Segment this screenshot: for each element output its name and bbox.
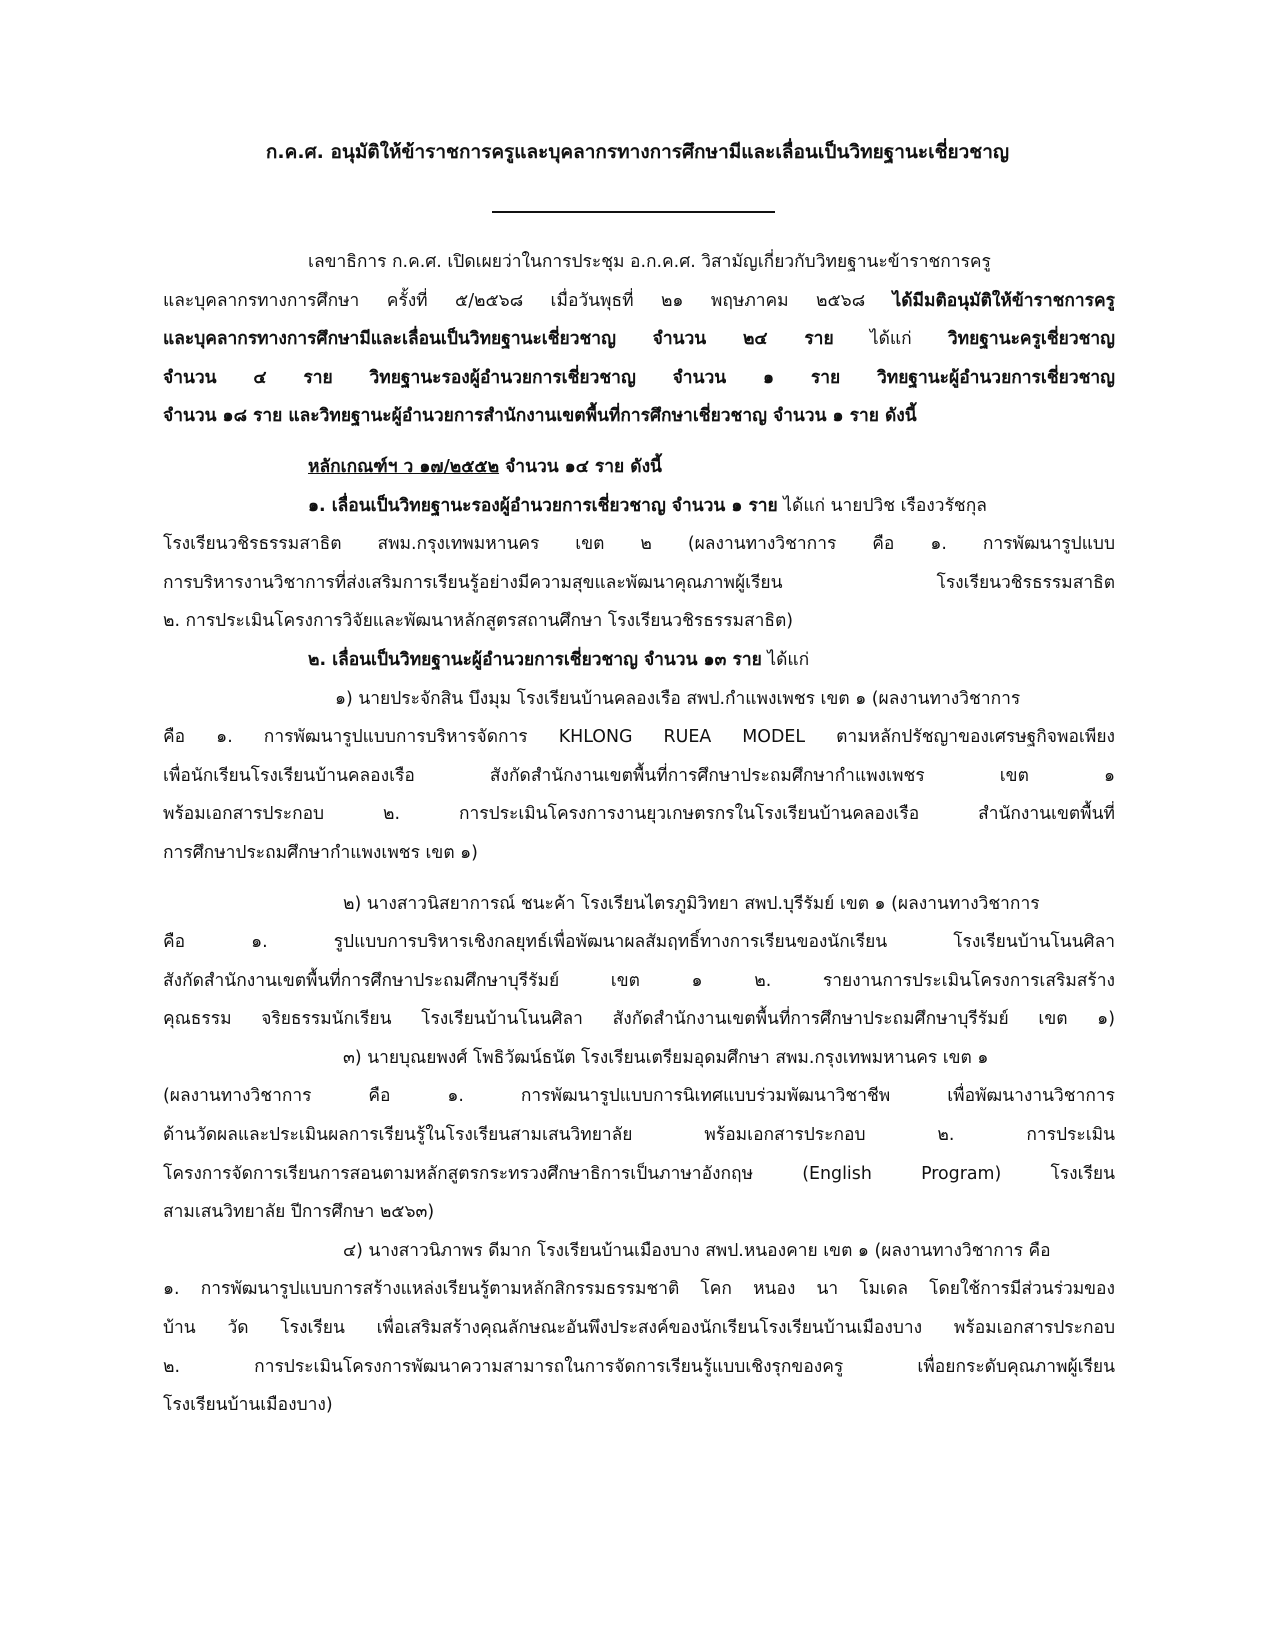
item-1-line-2: คือ ๑. การพัฒนารูปแบบการบริหารจัดการ KHLONG RUEA MODEL ตามหลักปรัชญาของเศรษฐกิจพอเพียง	[163, 727, 1115, 748]
criteria-heading-underlined: หลักเกณฑ์ฯ ว ๑๗/๒๕๕๒	[308, 456, 500, 477]
title-divider	[492, 211, 775, 213]
paragraph-gap	[163, 436, 1115, 448]
section-1-line-3: การบริหารงานวิชาการที่ส่งเสริมการเรียนรู้อย่างมีความสุขและพัฒนาคุณภาพผู้เรียน โรงเรียนวชิรธรรมสาธิต	[163, 572, 1115, 593]
item-4-line-2: ๑. การพัฒนารูปแบบการสร้างแหล่งเรียนรู้ตามหลักสิกรรมธรรมชาติ โคก หนอง นา โมเดล โดยใช้การมีส่วนร่วมของ	[163, 1279, 1115, 1300]
intro-line-3-bold-2: วิทยฐานะครูเชี่ยวชาญ	[947, 329, 1115, 350]
section-2-tail: ได้แก่	[761, 649, 810, 670]
intro-line-3	[163, 320, 1115, 359]
item-2-line-3: สังกัดสำนักงานเขตพื้นที่การศึกษาประถมศึกษาบุรีรัมย์ เขต ๑ ๒. รายงานการประเมินโครงการเสริมสร้าง	[163, 970, 1115, 991]
item-3-line-2: (ผลงานทางวิชาการ คือ ๑. การพัฒนารูปแบบการนิเทศแบบร่วมพัฒนาวิชาชีพ เพื่อพัฒนางานวิชาการ	[163, 1086, 1115, 1107]
item-3-line-4: โครงการจัดการเรียนการสอนตามหลักสูตรกระทรวงศึกษาธิการเป็นภาษาอังกฤษ (English Program) โรงเรียน	[163, 1163, 1115, 1184]
item-3-line-1: ๓) นายบุณยพงศ์ โพธิวัฒน์ธนัต โรงเรียนเตรียมอุดมศึกษา สพม.กรุงเทพมหานคร เขต ๑	[343, 1047, 989, 1068]
item-2-line-1: ๒) นางสาวนิสยาการณ์ ชนะค้า โรงเรียนไตรภูมิวิทยา สพป.บุรีรัมย์ เขต ๑ (ผลงานทางวิชาการ	[343, 893, 1040, 914]
intro-line-2-bold: ได้มีมติอนุมัติให้ข้าราชการครู	[892, 290, 1115, 311]
item-1-line-4: พร้อมเอกสารประกอบ ๒. การประเมินโครงการงานยุวเกษตรกรในโรงเรียนบ้านคลองเรือ สำนักงานเขตพื้นที่	[163, 804, 1115, 825]
item-3-line-5: สามเสนวิทยาลัย ปีการศึกษา ๒๕๖๓)	[163, 1202, 435, 1223]
item-4-line-1: ๔) นางสาวนิภาพร ดีมาก โรงเรียนบ้านเมืองบาง สพป.หนองคาย เขต ๑ (ผลงานทางวิชาการ คือ	[343, 1240, 1051, 1261]
section-1-name: ได้แก่ นายปวิช เรืองวรัชกุล	[777, 495, 987, 516]
intro-line-5: จำนวน ๑๘ ราย และวิทยฐานะผู้อำนวยการสำนักงานเขตพื้นที่การศึกษาเชี่ยวชาญ จำนวน ๑ ราย ดังนี้	[163, 406, 917, 427]
intro-line-2	[163, 282, 1115, 321]
section-1-line-2: โรงเรียนวชิรธรรมสาธิต สพม.กรุงเทพมหานคร เขต ๒ (ผลงานทางวิชาการ คือ ๑. การพัฒนารูปแบบ	[163, 534, 1115, 555]
section-1-title: ๑. เลื่อนเป็นวิทยฐานะรองผู้อำนวยการเชี่ยวชาญ จำนวน ๑ ราย	[308, 495, 778, 516]
item-4-line-3: บ้าน วัด โรงเรียน เพื่อเสริมสร้างคุณลักษณะอันพึงประสงค์ของนักเรียนโรงเรียนบ้านเมืองบาง พร้อมเอกสารประกอบ	[163, 1318, 1115, 1339]
intro-line-4: จำนวน ๔ ราย วิทยฐานะรองผู้อำนวยการเชี่ยวชาญ จำนวน ๑ ราย วิทยฐานะผู้อำนวยการเชี่ยวชาญ	[163, 367, 1115, 388]
paragraph-gap	[163, 873, 1115, 885]
criteria-heading	[163, 448, 1115, 487]
document-body	[163, 243, 1115, 1425]
item-2-line-4: คุณธรรม จริยธรรมนักเรียน โรงเรียนบ้านโนนศิลา สังกัดสำนักงานเขตพื้นที่การศึกษาประถมศึกษาบุรีรัมย์ เขต ๑)	[163, 1009, 1115, 1030]
intro-line-2-text: และบุคลากรทางการศึกษา ครั้งที่ ๕/๒๕๖๘ เมื่อวันพุธที่ ๒๑ พฤษภาคม ๒๕๖๘	[163, 290, 893, 311]
item-3-line-3: ด้านวัดผลและประเมินผลการเรียนรู้ในโรงเรียนสามเสนวิทยาลัย พร้อมเอกสารประกอบ ๒. การประเมิน	[163, 1125, 1115, 1146]
intro-line-1: เลขาธิการ ก.ค.ศ. เปิดเผยว่าในการประชุม อ.ก.ค.ศ. วิสามัญเกี่ยวกับวิทยฐานะข้าราชการครู	[308, 252, 991, 272]
section-2-heading	[163, 641, 1115, 680]
criteria-count: จำนวน ๑๔ ราย ดังนี้	[499, 456, 662, 477]
section-1-heading	[163, 487, 1115, 526]
item-1-line-1: ๑) นายประจักสิน บึงมุม โรงเรียนบ้านคลองเรือ สพป.กำแพงเพชร เขต ๑ (ผลงานทางวิชาการ	[335, 688, 1021, 709]
intro-line-3-text: ได้แก่	[833, 329, 948, 350]
section-1-line-4: ๒. การประเมินโครงการวิจัยและพัฒนาหลักสูตรสถานศึกษา โรงเรียนวชิรธรรมสาธิต)	[163, 611, 794, 632]
document-title: ก.ค.ศ. อนุมัติให้ข้าราชการครูและบุคลากรทางการศึกษามีและเลื่อนเป็นวิทยฐานะเชี่ยวชาญ	[265, 141, 1010, 163]
item-2-line-2: คือ ๑. รูปแบบการบริหารเชิงกลยุทธ์เพื่อพัฒนาผลสัมฤทธิ์ทางการเรียนของนักเรียน โรงเรียนบ้านโนนศิลา	[163, 932, 1115, 953]
intro-line-3-bold: และบุคลากรทางการศึกษามีและเลื่อนเป็นวิทยฐานะเชี่ยวชาญ จำนวน ๒๔ ราย	[163, 329, 834, 350]
section-2-title: ๒. เลื่อนเป็นวิทยฐานะผู้อำนวยการเชี่ยวชาญ จำนวน ๑๓ ราย	[308, 649, 762, 670]
item-1-line-3: เพื่อนักเรียนโรงเรียนบ้านคลองเรือ สังกัดสำนักงานเขตพื้นที่การศึกษาประถมศึกษากำแพงเพชร เขต ๑	[163, 765, 1115, 786]
item-1-line-5: การศึกษาประถมศึกษากำแพงเพชร เขต ๑)	[163, 842, 478, 863]
item-4-line-5: โรงเรียนบ้านเมืองบาง)	[163, 1395, 333, 1416]
item-4-line-4: ๒. การประเมินโครงการพัฒนาความสามารถในการจัดการเรียนรู้แบบเชิงรุกของครู เพื่อยกระดับคุณภาพผู้เรียน	[163, 1356, 1115, 1377]
